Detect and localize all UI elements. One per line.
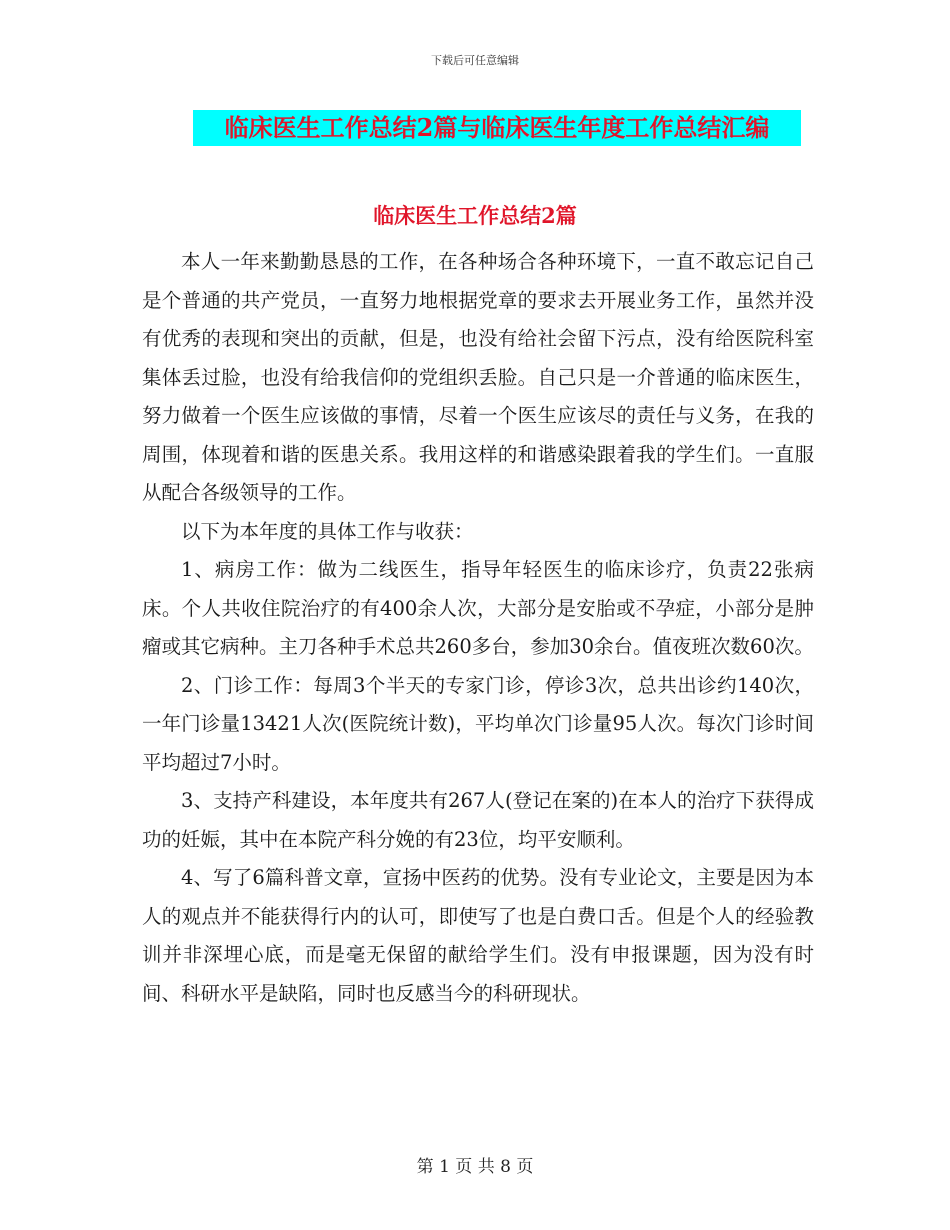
page-indicator: 第 1 页 共 8 页 <box>416 1157 534 1177</box>
main-title: 临床医生工作总结2篇与临床医生年度工作总结汇编 <box>193 110 801 146</box>
header-note: 下载后可任意编辑 <box>431 54 519 67</box>
section-title: 临床医生工作总结2篇 <box>373 203 577 228</box>
paragraph: 1、病房工作：做为二线医生，指导年轻医生的临床诊疗，负责22张病床。个人共收住院治疗的有400余人次，大部分是安胎或不孕症，小部分是肿瘤或其它病种。主刀各种手术总共260多台，参加30余台。值夜班次数60次。 <box>142 558 814 658</box>
paragraph: 2、门诊工作：每周3个半天的专家门诊，停诊3次，总共出诊约140次，一年门诊量13421人次(医院统计数)，平均单次门诊量95人次。每次门诊时间平均超过7小时。 <box>142 673 814 774</box>
paragraph: 以下为本年度的具体工作与收获： <box>181 519 474 543</box>
paragraph: 4、写了6篇科普文章，宣扬中医药的优势。没有专业论文，主要是因为本人的观点并不能获得行内的认可，即使写了也是白费口舌。但是个人的经验教训并非深埋心底，而是毫无保留的献给学生们。没有申报课题，因为没有时间、科研水平是缺陷，同时也反感当今的科研现状。 <box>142 866 814 1005</box>
paragraph: 3、支持产科建设，本年度共有267人(登记在案的)在本人的治疗下获得成功的妊娠，其中在本院产科分娩的有23位，均平安顺利。 <box>142 789 814 851</box>
document-body <box>142 243 814 1013</box>
paragraph: 本人一年来勤勤恳恳的工作，在各种场合各种环境下，一直不敢忘记自己是个普通的共产党员，一直努力地根据党章的要求去开展业务工作，虽然并没有优秀的表现和突出的贡献，但是，也没有给社会留下污点，没有给医院科室集体丢过脸，也没有给我信仰的党组织丢脸。自己只是一介普通的临床医生，努力做着一个医生应该做的事情，尽着一个医生应该尽的责任与义务，在我的周围，体现着和谐的医患关系。我用这样的和谐感染跟着我的学生们。一直服从配合各级领导的工作。 <box>142 250 814 504</box>
